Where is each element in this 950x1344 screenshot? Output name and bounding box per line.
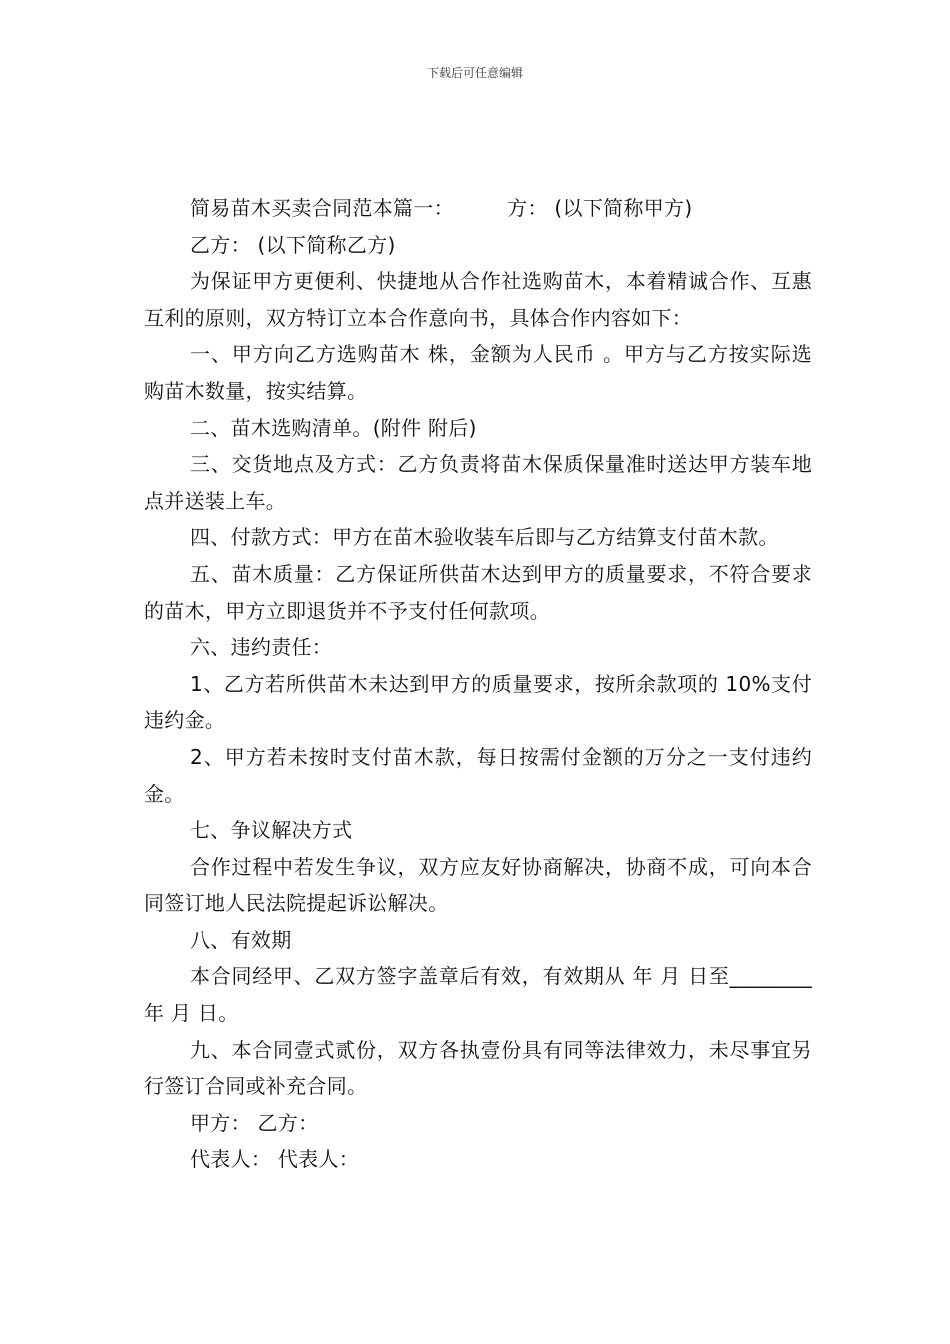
paragraph-clause-3: 三、交货地点及方式：乙方负责将苗木保质保量准时送达甲方装车地点并送装上车。 bbox=[144, 452, 812, 513]
paragraph-party-b: 乙方： (以下简称乙方) bbox=[190, 232, 396, 257]
page-header-note: 下载后可任意编辑 bbox=[426, 66, 523, 80]
paragraph-title-line: 简易苗木买卖合同范本篇一： 方： (以下简称甲方) bbox=[190, 196, 693, 220]
paragraph-clause-1: 一、甲方向乙方选购苗木 株，金额为人民币 。甲方与乙方按实际选购苗木数量，按实结算。 bbox=[144, 342, 812, 403]
paragraph-clause-7-heading: 七、争议解决方式 bbox=[190, 818, 353, 843]
paragraph-signature-representatives: 代表人： 代表人： bbox=[190, 1147, 360, 1172]
paragraph-clause-8-heading: 八、有效期 bbox=[190, 927, 292, 952]
paragraph-clause-5: 五、苗木质量：乙方保证所供苗木达到甲方的质量要求，不符合要求的苗木，甲方立即退货并不予支付任何款项。 bbox=[144, 561, 812, 623]
paragraph-clause-8-body: 本合同经甲、乙双方签字盖章后有效，有效期从 年 月 日至________年 月 日。 bbox=[144, 964, 812, 1026]
paragraph-clause-6-heading: 六、违约责任： bbox=[190, 635, 333, 660]
paragraph-clause-6-item-2: 2、甲方若未按时支付苗木款，每日按需付金额的万分之一支付违约金。 bbox=[144, 744, 812, 806]
paragraph-clause-2: 二、苗木选购清单。(附件 附后) bbox=[190, 415, 477, 440]
paragraph-preamble: 为保证甲方更便利、快捷地从合作社选购苗木，本着精诚合作、互惠互利的原则，双方特订立本合作意向书，具体合作内容如下： bbox=[144, 269, 812, 330]
paragraph-clause-6-item-1: 1、乙方若所供苗木未达到甲方的质量要求，按所余款项的 10%支付违约金。 bbox=[144, 671, 812, 733]
paragraph-clause-9: 九、本合同壹式贰份，双方各执壹份具有同等法律效力，未尽事宜另行签订合同或补充合同。 bbox=[144, 1037, 812, 1099]
document-body bbox=[144, 190, 812, 1178]
paragraph-signature-parties: 甲方： 乙方： bbox=[190, 1110, 319, 1135]
paragraph-clause-4: 四、付款方式：甲方在苗木验收装车后即与乙方结算支付苗木款。 bbox=[190, 525, 779, 550]
paragraph-clause-7-body: 合作过程中若发生争议，双方应友好协商解决，协商不成，可向本合同签订地人民法院提起诉讼解决。 bbox=[144, 854, 812, 916]
